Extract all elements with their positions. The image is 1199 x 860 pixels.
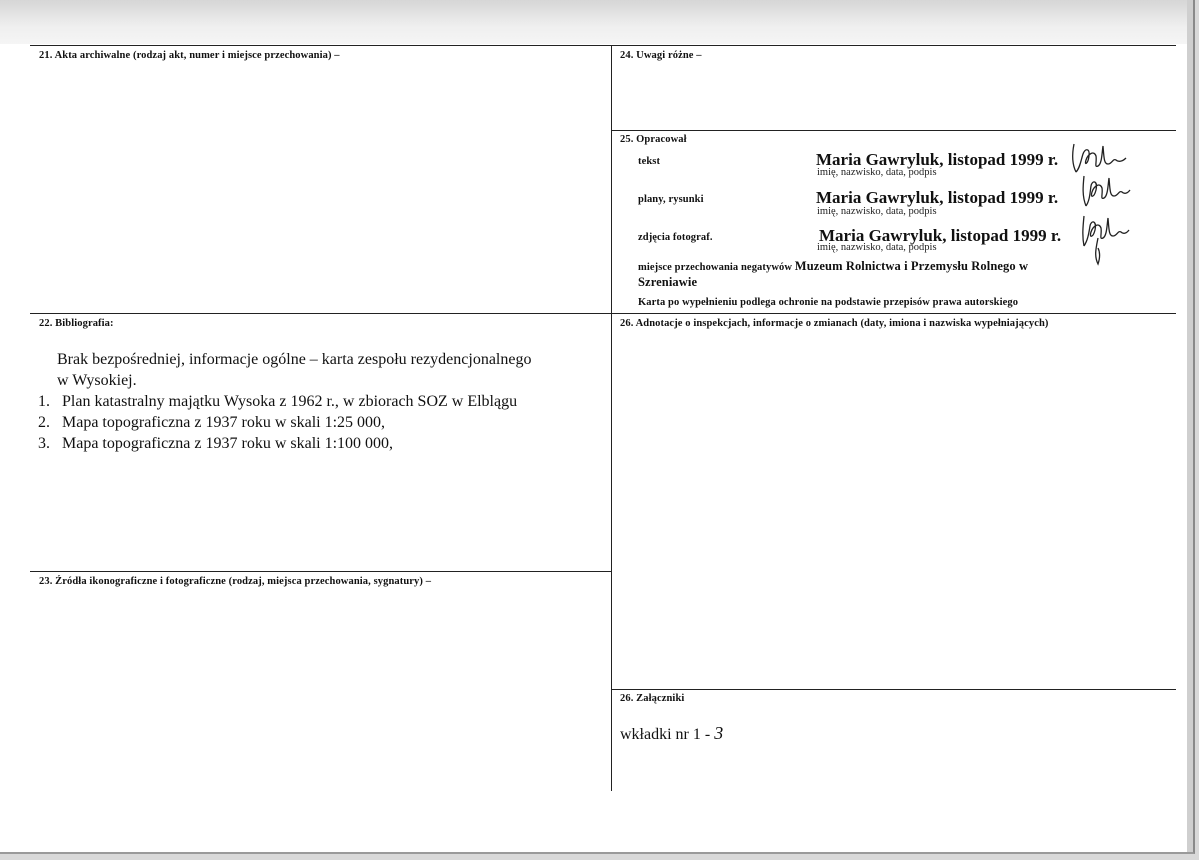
scan-right-shadow [1187, 0, 1193, 852]
section-26-attachments-label: 26. Załączniki [620, 693, 685, 704]
prepared-kind-text: tekst [638, 156, 661, 167]
section-21-label: 21. Akta archiwalne (rodzaj akt, numer i miejsce przechowania) – [39, 50, 340, 61]
prepared-author-text: Maria Gawryluk, listopad 1999 r. [816, 150, 1059, 169]
rule-23-top [30, 571, 611, 572]
attachments-handwritten-number: 3 [714, 723, 724, 743]
signature-3 [1074, 208, 1132, 270]
prepared-kind-plans: plany, rysunki [638, 194, 704, 205]
section-25-label: 25. Opracował [620, 134, 687, 145]
rule-25-top [611, 130, 1176, 131]
bibliography-item-1: Plan katastralny majątku Wysoka z 1962 r., w zbiorach SOZ w Elblągu [62, 393, 518, 410]
prepared-caption-photos: imię, nazwisko, data, podpis [817, 242, 937, 253]
prepared-author-photos: Maria Gawryluk, listopad 1999 r. [819, 226, 1062, 245]
attachments-text: wkładki nr 1 - [620, 726, 715, 743]
bibliography-item-3: Mapa topograficzna z 1937 roku w skali 1:100 000, [62, 435, 394, 452]
rule-26b-top [611, 689, 1176, 690]
negatives-storage-line [638, 259, 1028, 274]
bibliography-item-2-number: 2. [38, 414, 50, 431]
section-26-annotations-label: 26. Adnotacje o inspekcjach, informacje o zmianach (daty, imiona i nazwiska wypełniających) [620, 318, 1049, 329]
negatives-storage-place: Muzeum Rolnictwa i Przemysłu Rolnego w [794, 259, 1029, 273]
section-23-label: 23. Źródła ikonograficzne i fotograficzne (rodzaj, miejsca przechowania, sygnatury) – [39, 576, 432, 587]
bibliography-item-1-number: 1. [38, 393, 50, 410]
top-rule [30, 45, 1176, 46]
copyright-note: Karta po wypełnieniu podlega ochronie na podstawie przepisów prawa autorskiego [638, 297, 1019, 308]
attachments-content [620, 723, 723, 744]
prepared-caption-text: imię, nazwisko, data, podpis [817, 167, 937, 178]
bibliography-intro-line-2: w Wysokiej. [57, 372, 137, 389]
prepared-author-plans: Maria Gawryluk, listopad 1999 r. [816, 188, 1059, 207]
bibliography-item-2: Mapa topograficzna z 1937 roku w skali 1:25 000, [62, 414, 386, 431]
negatives-storage-place-2: Szreniawie [638, 275, 698, 289]
section-24-label: 24. Uwagi różne – [620, 50, 702, 61]
negatives-storage-prefix: miejsce przechowania negatywów [638, 262, 793, 273]
rule-mid [30, 313, 1176, 314]
scan-top-shadow [0, 0, 1193, 44]
prepared-kind-photos: zdjęcia fotograf. [638, 232, 713, 243]
section-22-label: 22. Bibliografia: [39, 318, 114, 329]
bibliography-intro-line-1: Brak bezpośredniej, informacje ogólne – karta zespołu rezydencjonalnego [57, 351, 532, 368]
bibliography-item-3-number: 3. [38, 435, 50, 452]
center-divider [611, 45, 612, 791]
prepared-caption-plans: imię, nazwisko, data, podpis [817, 206, 937, 217]
